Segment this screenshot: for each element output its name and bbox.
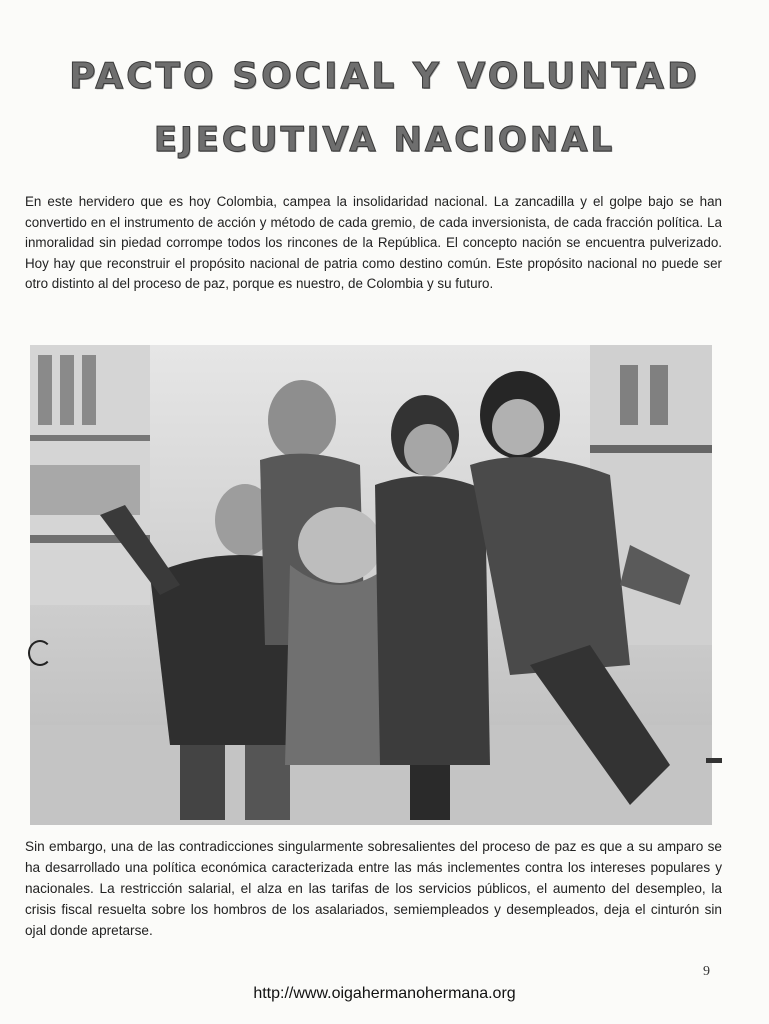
body-paragraph: Sin embargo, una de las contradicciones singularmente sobresalientes del proceso de paz es que a su amparo se ha desarrollado una política económica caracterizada entre las más inclementes contra los intereses populares y nacionales. La restricción salarial, el alza en las tarifas de los servicios públicos, el aumento del desempleo, la crisis fiscal resuelta sobre los hombros de los asalariados, semiempleados y desempleados, deja el cinturón sin ojal donde apretarse. bbox=[25, 839, 722, 938]
footer-url[interactable]: http://www.oigahermanohermana.org bbox=[253, 985, 516, 1002]
page-number: 9 bbox=[703, 964, 710, 979]
punch-hole-mark bbox=[28, 640, 52, 666]
title-line-1: PACTO SOCIAL Y VOLUNTAD bbox=[69, 56, 700, 97]
photo-illustration bbox=[30, 345, 712, 825]
intro-paragraph: En este hervidero que es hoy Colombia, campea la insolidaridad nacional. La zancadilla y el golpe bajo se han convertido en el instrumento de acción y método de cada gremio, de cada inversionista, de cada fracción política. La inmoralidad sin piedad corrompe todos los rincones de la República. El concepto nación se encuentra pulverizado. Hoy hay que reconstruir el propósito nacional de patria como destino común. Este propósito nacional no puede ser otro distinto al del proceso de paz, porque es nuestro, de Colombia y su futuro. bbox=[25, 194, 722, 292]
photo-children bbox=[30, 345, 712, 825]
title-line-2: EJECUTIVA NACIONAL bbox=[153, 120, 616, 160]
scan-mark bbox=[706, 758, 722, 763]
